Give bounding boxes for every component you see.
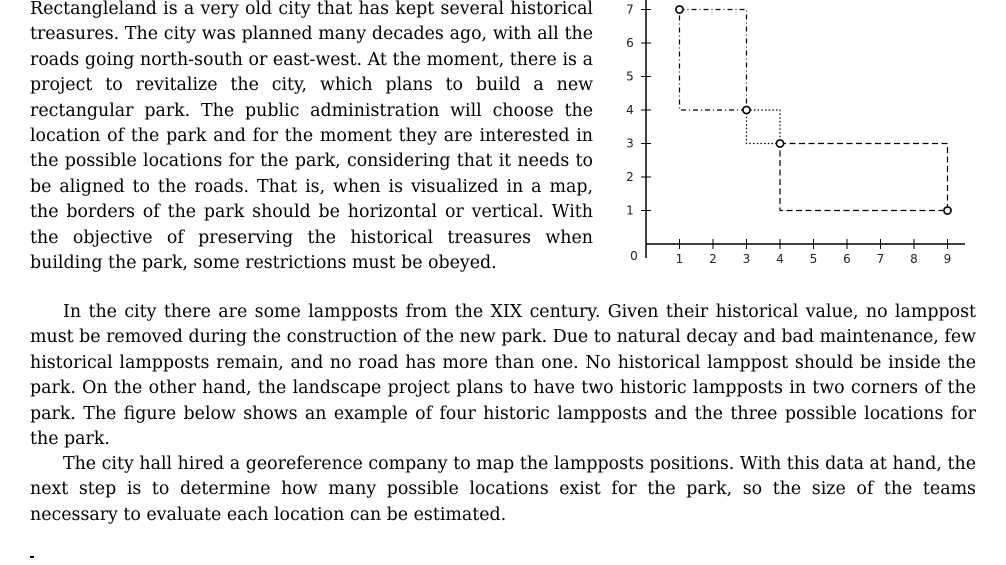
lamppost-park-figure xyxy=(610,0,980,275)
y-tick-label: 3 xyxy=(626,136,634,151)
x-tick-label: 7 xyxy=(876,252,885,266)
lamppost-marker xyxy=(776,140,783,147)
x-tick-label: 2 xyxy=(709,252,717,266)
park-rectangles xyxy=(680,10,948,211)
y-tick-label: 1 xyxy=(626,203,634,218)
x-tick-label: 9 xyxy=(943,252,952,266)
park-rectangle xyxy=(680,10,747,111)
axis-ticks xyxy=(641,10,948,250)
axes xyxy=(646,0,965,258)
y-tick-label: 7 xyxy=(626,2,634,17)
lamppost-marker xyxy=(743,106,750,113)
x-tick-label: 6 xyxy=(843,252,851,266)
paragraph-intro: Rectangleland is a very old city that has kept several historical treasures. The city was planned many decades ago, with all the roads going north-south or east-west. At the moment, there is a project to revitalize the city, which plans to build a new rectangular park. The public administration will choose the location of the park and for the moment they are interested in the possible locations for the park, considering that it needs to be aligned to the roads. That is, when is visualized in a map, the borders of the park should be horizontal or vertical. With the objective of preserving the historical treasures when building the park, some restrictions must be obeyed. xyxy=(30,0,593,274)
x-tick-label: 1 xyxy=(675,252,684,266)
paragraph-georeference: The city hall hired a georeference company to map the lampposts positions. With this data at hand, the next step is to determine how many possible locations exist for the park, so the size of the teams necessary to evaluate each location can be estimated. xyxy=(30,454,976,525)
y-tick-label: 6 xyxy=(626,36,634,50)
paragraph-lampposts: In the city there are some lampposts from the XIX century. Given their historical value, no lamppost must be removed during the construction of the new park. Due to natural decay and bad maintenance, few historical lampposts remain, and no road has more than one. No historical lamppost should be inside the park. On the other hand, the landscape project plans to have two historic lampposts in two corners of the park. The figure below shows an example of four historic lampposts and the three possible locations for the park. xyxy=(30,302,976,450)
y-tick-label: 5 xyxy=(626,69,634,84)
x-tick-label: 5 xyxy=(809,252,818,266)
x-tick-label: 4 xyxy=(776,252,784,266)
lamppost-marker xyxy=(944,207,951,214)
park-rectangle xyxy=(747,110,781,144)
axis-tick-labels xyxy=(626,3,951,267)
x-tick-label: 8 xyxy=(910,252,918,266)
x-tick-label: 3 xyxy=(742,252,751,266)
lamppost-marker xyxy=(676,6,683,13)
y-tick-label: 4 xyxy=(626,103,634,117)
y-tick-label: 2 xyxy=(626,170,634,184)
origin-label: 0 xyxy=(630,249,638,263)
park-rectangle xyxy=(780,144,948,211)
footnote-mark xyxy=(30,556,34,558)
